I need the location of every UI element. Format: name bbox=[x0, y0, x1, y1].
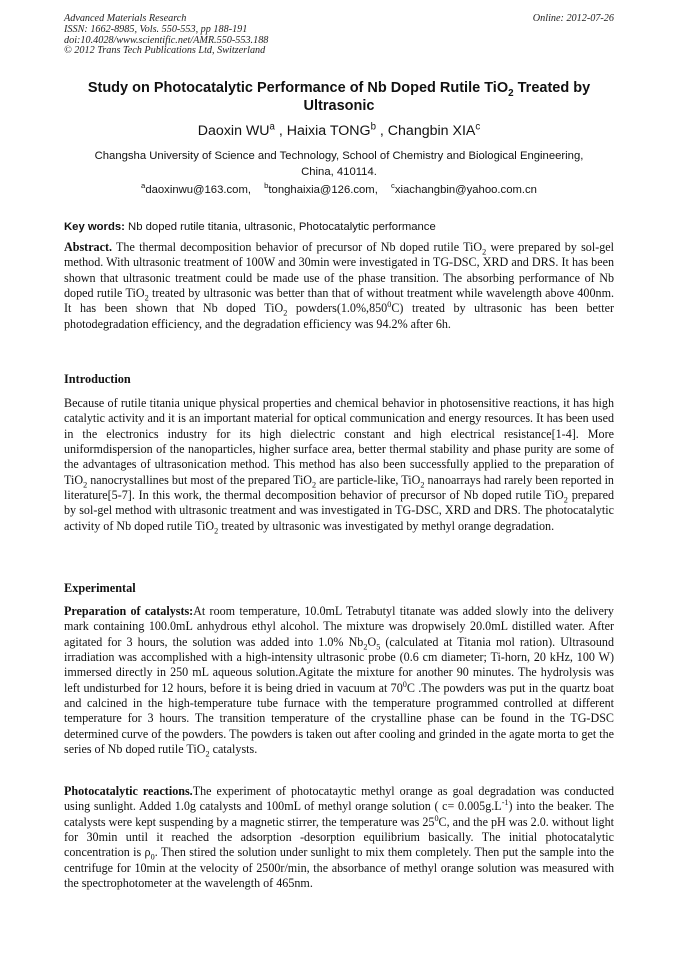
online-date: Online: 2012-07-26 bbox=[532, 13, 614, 24]
journal-doi[interactable]: doi:10.4028/www.scientific.net/AMR.550-553.188 bbox=[64, 34, 269, 46]
journal-info bbox=[64, 14, 614, 57]
preparation-paragraph: Preparation of catalysts:At room temperature, 10.0mL Tetrabutyl titanate was added slowly into the delivery mark containing 100.0mL anhydrous ethyl alcohol. The mixture was dropwisely 20.0mL distilled water. After agitated for 3 hours, the solution was added into 1.0% $Nb_2O_5$ (calculated at Titania mol ration). Ultrasound irradiation was accomplished with a high-intensity ultrasonic probe (0.6 cm diameter; Ti-horn, 20 kHz, 100 W) immersed directly in 250 mL aqueous solution.Agitate the mixture for another 90 minutes. The hydrolysis was left undisturbed for 12 hours, before it is being dried in vacuum at $70^0C$ .The powders was put in the quartz boat and calcined in the high-temperature tube furnace with the temperature programmed controlled at different temperature for 3 hours. The transition temperature of the crystalline phase can be found in the TG-DSC determined curve of the powders. The powders is taken out after cooling and grinded in the agate morta to get the series of Nb doped rutile TiO$_2$ catalysts. bbox=[64, 604, 614, 759]
subsection-label-photocatalytic: Photocatalytic reactions. bbox=[64, 784, 193, 798]
photocatalytic-paragraph: Photocatalytic reactions.The experiment of photocataytic methyl orange as goal degradation was conducted using sunlight. Added 1.0g catalysts and 100mL of methyl orange solution ( $c= 0.005g.L^{-1}$) into the beaker. The catalysts were kept suspending by a magnetic stirrer, the temperature was $25^0C$, and the pH was 2.0. without light for 30min until it reached the adsorption -desorption equilibrium basically. The initial photocatalytic concentration is $\rho_0$. Then stired the solution under sunlight to mix them completely. Then put the sample into the centrifuge for 10min at the velocity of 2500r/min, the absorbance of methyl orange solution was measured with the spectrophotometer at the wavelength of 465nm. bbox=[64, 784, 615, 891]
section-heading-introduction: Introduction bbox=[64, 372, 131, 386]
email-link[interactable]: $^a$daoxinwu@163.com, bbox=[141, 181, 251, 196]
introduction-paragraph: Because of rutile titania unique physical properties and chemical behavior in photosensitive reactions, it has high catalytic activity and it is an important material for optical communication and energy resources. It has been used in the electronics industry for its high dielectric constant and high electrical resistance[1-4]. More uniformdispersion of the nanoparticles, higher surface area, better thermal stability and phase purity are some of the advantages of ultrasonication method. This method has also been successfully applied to the preparation of TiO$_2$ nanocrystallines but most of the prepared TiO$_2$ are particle-like, TiO$_2$ nanoarrays had rarely been reported in literature[5-7]. In this work, the thermal decomposition behavior of precursor of Nb doped rutile TiO$_2$ prepared by sol-gel method with ultrasonic treatment and was investigated in TG-DSC, XRD and DRS. The photocatalytic activity of Nb doped rutile TiO$_2$ treated by ultrasonic was investigated by methyl orange degradation. bbox=[64, 396, 614, 536]
author-name: Haixia TONG bbox=[286, 123, 371, 139]
subsection-label-preparation: Preparation of catalysts: bbox=[64, 604, 194, 618]
author-emails bbox=[58, 183, 620, 197]
journal-header bbox=[64, 14, 614, 57]
keywords bbox=[64, 220, 614, 234]
paper-title: Study on Photocatalytic Performance of Nb Doped Rutile TiO$_2$ Treated by Ultrasonic bbox=[87, 80, 591, 114]
abstract: Abstract. The thermal decomposition behavior of precursor of Nb doped rutile TiO$_2$ were prepared by sol-gel method. With ultrasonic treatment of 100W and 30min were investigated in TG-DSC, XRD and DRS. It has been shown that ultrasonic treatment could be made use of the phase transition. The absorbing performance of Nb doped rutile TiO$_2$ treated by ultrasonic was better than that of without treatment while wavelength above 400nm. It has been shown that Nb doped TiO$_2$ powders(1.0%,850$^0$C) treated by ultrasonic has been better photodegradation efficiency, and the degradation efficiency was 94.2% after 6h. bbox=[64, 240, 615, 331]
abstract-label: Abstract. bbox=[64, 240, 113, 254]
journal-copyright: © 2012 Trans Tech Publications Ltd, Switzerland bbox=[64, 45, 266, 57]
journal-issn: ISSN: 1662-8985, Vols. 550-553, pp 188-191 bbox=[64, 23, 248, 35]
email-link[interactable]: $^c$xiachangbin@yahoo.com.cn bbox=[391, 181, 537, 196]
author-name: Changbin XIA bbox=[387, 123, 476, 139]
section-heading-experimental: Experimental bbox=[64, 581, 136, 595]
email-link[interactable]: $^b$tonghaixia@126.com, bbox=[264, 181, 378, 196]
keywords-label: Key words: bbox=[64, 221, 125, 233]
author-list: Daoxin $WU^a$ , Haixia TONG$^b$ , Changbin XIA$^c$ bbox=[197, 121, 481, 139]
affiliation: Changsha University of Science and Technology, School of Chemistry and Biological Engineering, China, 410114. bbox=[94, 150, 584, 178]
keywords-text: Nb doped rutile titania, ultrasonic, Photocatalytic performance bbox=[124, 221, 436, 233]
journal-name: Advanced Materials Research bbox=[64, 13, 187, 24]
author-name: Daoxin WU bbox=[197, 123, 270, 139]
